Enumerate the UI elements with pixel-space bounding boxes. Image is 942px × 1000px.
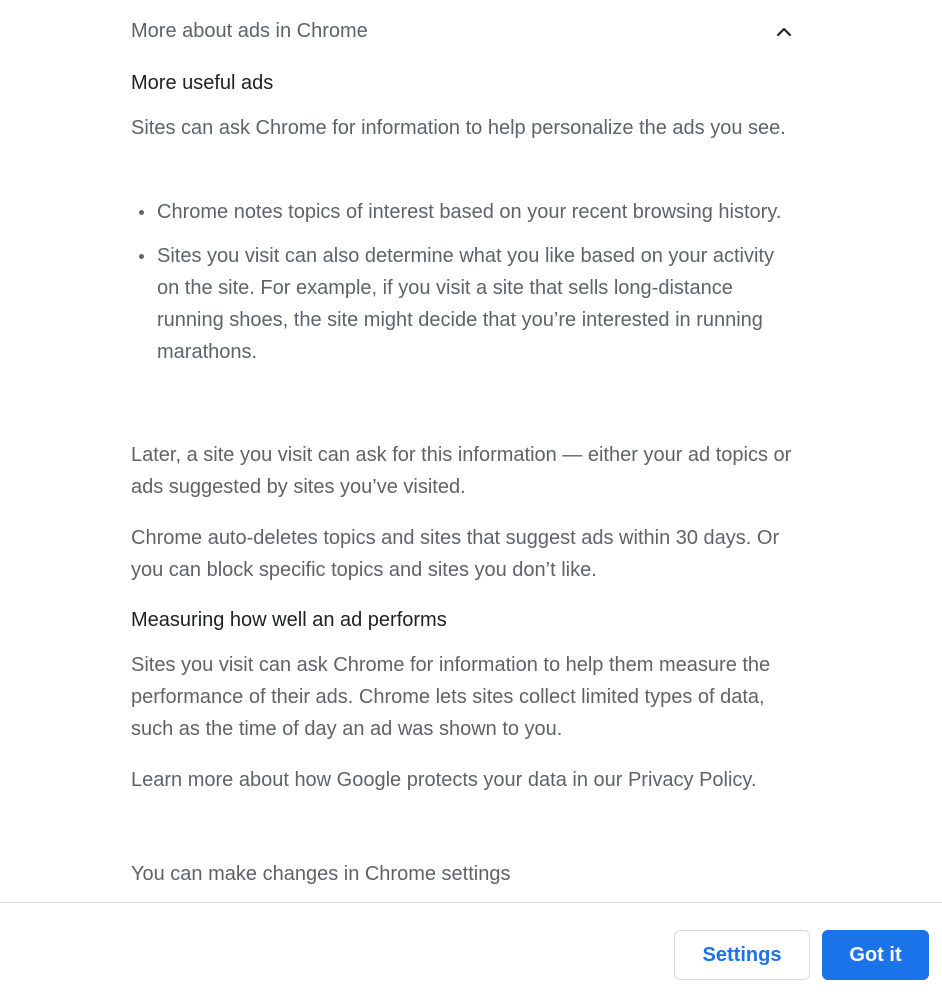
list-item (131, 240, 791, 368)
list-item-text: Sites you visit can also determine what you like based on your activity on the site. For example, if you visit a site that sells long-distance running shoes, the site might decide that you’re interested in running marathons. (157, 245, 774, 363)
list-item (131, 196, 791, 228)
useful-ads-intro: Sites can ask Chrome for information to help personalize the ads you see. (131, 117, 786, 139)
useful-ads-bullet-list (131, 196, 791, 380)
measuring-heading: Measuring how well an ad performs (131, 609, 447, 631)
measuring-paragraph: Sites you visit can ask Chrome for information to help them measure the performance of their ads. Chrome lets sites collect limited types of data, such as the time of day an ad was shown to you. (131, 654, 771, 740)
section-title: More about ads in Chrome (131, 20, 368, 42)
bullet-dot (139, 254, 144, 259)
chevron-up-icon (774, 22, 794, 42)
useful-ads-heading: More useful ads (131, 72, 274, 94)
bullet-dot (139, 210, 144, 215)
got-it-button[interactable]: Got it (822, 930, 929, 980)
list-item-text: Chrome notes topics of interest based on your recent browsing history. (157, 201, 782, 223)
auto-delete-paragraph: Chrome auto-deletes topics and sites that suggest ads within 30 days. Or you can block specific topics and sites you don’t like. (131, 527, 780, 581)
settings-button[interactable]: Settings (674, 930, 810, 980)
later-paragraph: Later, a site you visit can ask for this information — either your ad topics or ads suggested by sites you’ve visited. (131, 444, 792, 498)
privacy-policy-paragraph: Learn more about how Google protects your data in our Privacy Policy. (131, 769, 757, 791)
footer-divider (0, 902, 942, 903)
more-about-ads-toggle[interactable] (131, 18, 811, 48)
chrome-settings-note: You can make changes in Chrome settings (131, 863, 511, 885)
